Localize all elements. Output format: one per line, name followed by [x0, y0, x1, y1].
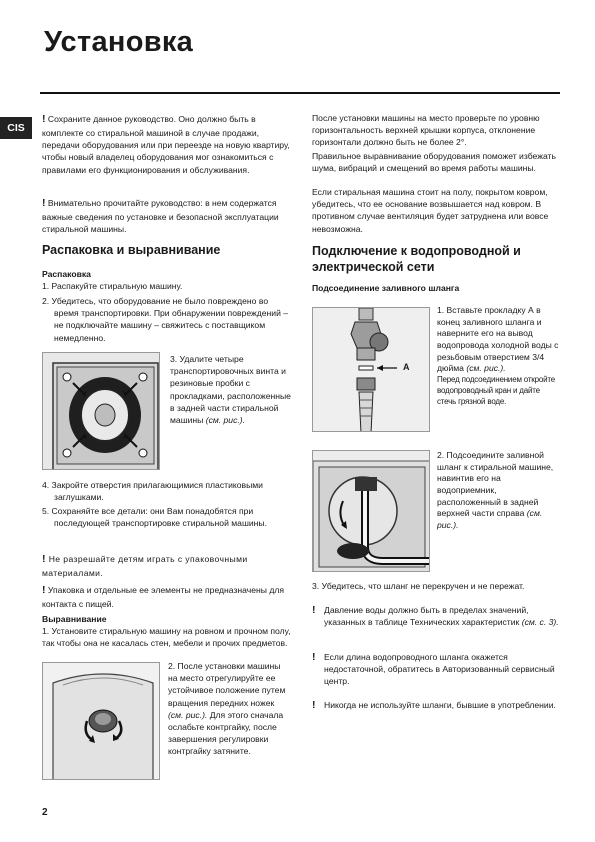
hose-step-3: 3. Убедитесь, что шланг не перекручен и не пережат.: [312, 581, 525, 591]
hose-step-2-text: 2. Подсоедините заливной шланг к стиральной машине, навинтив его на водоприемник, расположенный в задней верхней части справа: [437, 450, 554, 519]
carpet-note: Если стиральная машина стоит на полу, покрытом ковром, убедитесь, что ее основание возвышается над ковром. В противном случае вентиляция будет затруднена или вовсе невозможна.: [312, 187, 549, 234]
warning-text: Не разрешайте детям играть с упаковочными материалами.: [42, 554, 248, 578]
warning-hose-length: [312, 651, 560, 688]
warning-pressure: [312, 604, 560, 628]
leveling-step-2-text-b: Для этого сначала ослабьте контргайку, после завершения регулировки контргайку затяните.: [168, 709, 284, 757]
washer-back-illustration: [43, 353, 160, 470]
step-2: 2. Убедитесь, что оборудование не было повреждено во время транспортировки. При обнаружении повреждений – не подключайте машину – свяжитесь с поставщиком немедленно.: [42, 296, 289, 343]
step-3: [170, 353, 292, 426]
warning-icon: !: [312, 604, 316, 616]
warning-text: Упаковка и отдельные ее элементы не предназначены для контакта с пищей.: [42, 585, 285, 609]
note-text: Внимательно прочитайте руководство: в нем содержатся важные сведения по установке и безопасной эксплуатации стиральной машины.: [42, 198, 279, 235]
warning-icon: !: [42, 197, 46, 209]
leveling-check: После установки машины на место проверьте по уровню горизонтальность верхней крышки корпуса, отклонение горизонтали должно быть не более 2°.: [312, 113, 540, 148]
warning-icon: !: [312, 699, 316, 711]
step-5: 5. Сохраняйте все детали: они Вам понадобятся при последующей транспортировке стиральной машины.: [42, 506, 267, 529]
page-title: Установка: [44, 26, 194, 58]
figure-tap-connection: [312, 307, 430, 432]
leveling-step-2: [168, 660, 292, 758]
warning-text: Никогда не используйте шланги, бывшие в употреблении.: [324, 700, 556, 710]
figure-ref: (см. рис.).: [168, 709, 208, 720]
step-3-text: 3. Удалите четыре транспортировочных винта и резиновые пробки с прокладками, расположенные в задней части стиральной машины: [170, 354, 291, 426]
tap-illustration: [313, 308, 430, 432]
hose-step-1-text: 1. Вставьте прокладку А в конец заливного шланга и наверните его на вывод водопровода холодной воды с резьбовым отверстием 3/4 дюйма: [437, 305, 559, 374]
hose-step-1-note: Перед подсоединением откройте водопроводный кран и дайте стечь грязной воде.: [437, 375, 555, 406]
warning-icon: !: [42, 113, 46, 125]
figure-ref: (см. рис.).: [205, 415, 246, 426]
leveling-step-2-text: 2. После установки машины на место отрегулируйте ее устойчивое положение путем вращения передних ножек: [168, 661, 286, 708]
step-4: 4. Закройте отверстия прилагающимися пластиковыми заглушками.: [42, 480, 263, 503]
warning-icon: !: [42, 584, 46, 596]
note-keep-manual: [42, 112, 290, 176]
page-number: 2: [42, 807, 48, 818]
figure-ref: (см. рис.).: [466, 363, 506, 374]
figure-ref: (см. с. 3).: [521, 617, 559, 628]
note-text: Сохраните данное руководство. Оно должно быть в комплекте со стиральной машиной в случае продажи, передачи оборудования или при переезде на новую квартиру, чтобы новый владелец оборудования мог ознакомиться с правилами его функционирования и обслуживания.: [42, 114, 290, 175]
hose-step-2: [437, 450, 560, 532]
warning-used-hoses: [312, 699, 560, 711]
warning-food: [42, 583, 292, 610]
figure-hose-inlet: [312, 450, 430, 572]
hose-step-1: [437, 305, 560, 408]
machine-inlet-illustration: [313, 451, 430, 572]
section-heading-connection: Подключение к водопроводной и электрической сети: [312, 244, 521, 274]
figure-leveling-foot: [42, 662, 160, 780]
gasket-label-a: A: [403, 362, 410, 372]
title-rule: [40, 92, 560, 94]
warning-icon: !: [312, 651, 316, 663]
section-heading-unpacking: Распаковка и выравнивание: [42, 243, 221, 257]
subheading-unpacking: Распаковка: [42, 269, 91, 279]
subheading-inlet-hose: Подсоединение заливного шланга: [312, 283, 460, 293]
subheading-leveling: Выравнивание: [42, 614, 107, 624]
leveling-foot-illustration: [43, 663, 160, 780]
note-read-manual: [42, 196, 290, 235]
warning-text: Если длина водопроводного шланга окажется недостаточной, обратитесь в Авторизованный сервисный центр.: [324, 652, 555, 687]
leveling-step-1: 1. Установите стиральную машину на ровном и прочном полу, так чтобы она не касалась стен, мебели и прочих предметов.: [42, 626, 291, 649]
warning-text: Давление воды должно быть в пределах значений, указанных в таблице Технических характеристик: [324, 605, 529, 628]
figure-ref: (см. рис.).: [437, 508, 543, 531]
step-1: 1. Распакуйте стиральную машину.: [42, 281, 183, 291]
warning-children: [42, 552, 292, 579]
figure-transport-screws: [42, 352, 160, 470]
language-tab: CIS: [0, 117, 32, 139]
leveling-benefit: Правильное выравнивание оборудования поможет избежать шума, вибраций и смещений во время работы машины.: [312, 151, 556, 174]
warning-icon: !: [42, 553, 46, 565]
